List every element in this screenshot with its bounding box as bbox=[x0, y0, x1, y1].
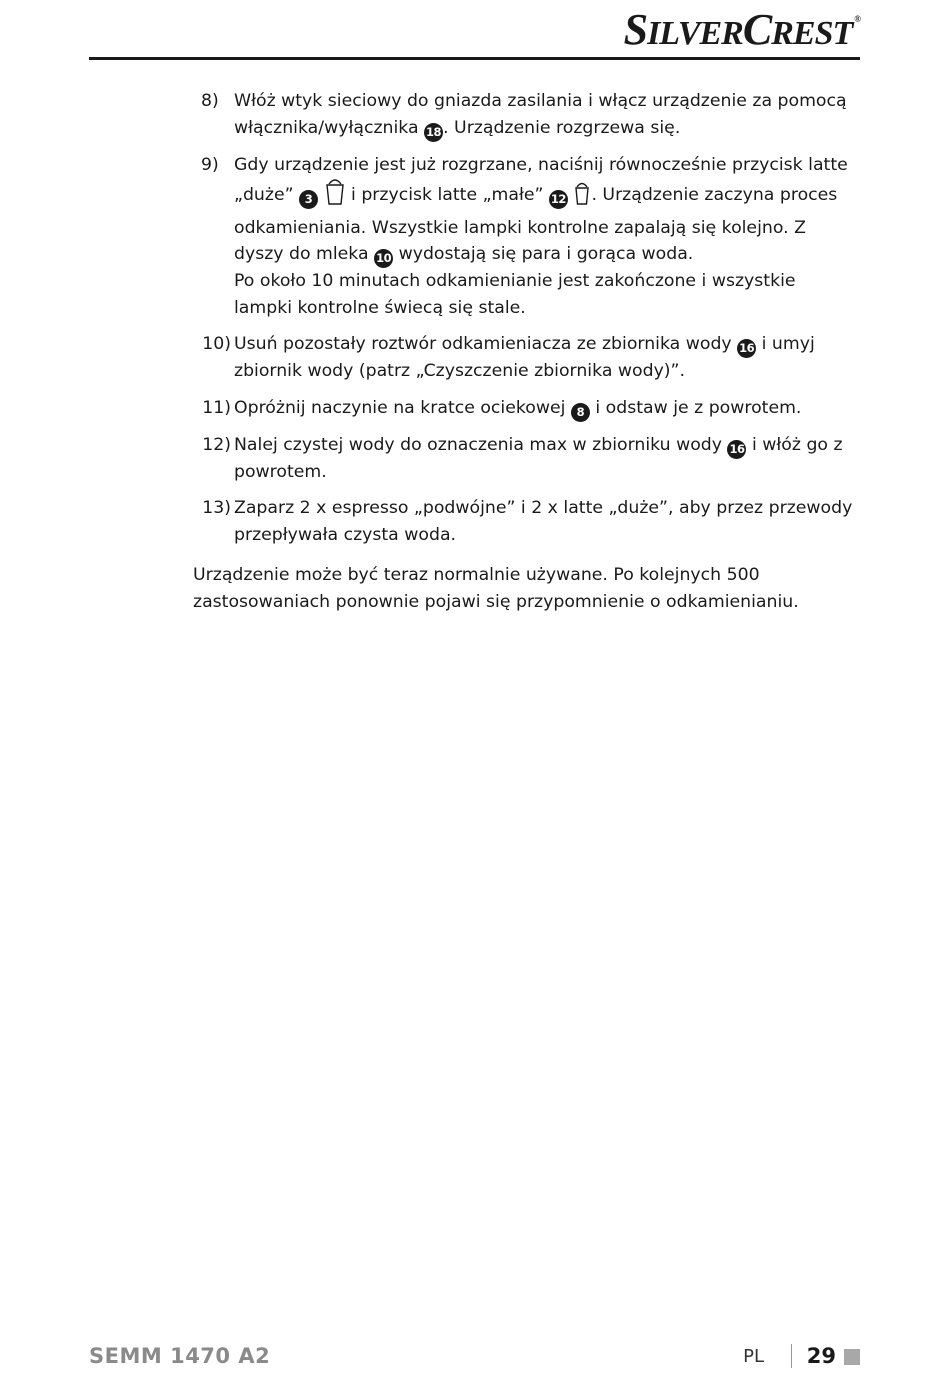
step-9: 9) Gdy urządzenie jest już rozgrzane, naciśnij równocześnie przycisk latte „duże” 3 i przycisk latte „małe” 12 . Urządzenie zaczyna proces odkamieniania. Wszystkie lampki kontrolne zapalają się kolejno. Z dyszy do mleka 10 wydostają się para i gorąca woda. Po około 10 minutach odkamienianie jest zakończone i wszystkie lampki kontrolne świecą się stale. bbox=[193, 152, 855, 322]
header-rule bbox=[89, 57, 860, 60]
step-number: 8) bbox=[201, 91, 219, 111]
instructions-content bbox=[193, 88, 855, 615]
step-12: 12) Nalej czystej wody do oznaczenia max w zbiorniku wody 16 i włóż go z powrotem. bbox=[193, 432, 855, 486]
language-code: PL bbox=[743, 1346, 764, 1367]
step-number: 9) bbox=[201, 154, 219, 175]
step-number: 12) bbox=[202, 434, 231, 455]
model-number: SEMM 1470 A2 bbox=[89, 1344, 271, 1368]
step-13: 13) Zaparz 2 x espresso „podwójne” i 2 x latte „duże”, aby przez przewody przepływała czysta woda. bbox=[193, 495, 855, 548]
step-number: 10) bbox=[202, 334, 231, 354]
closing-paragraph: Urządzenie może być teraz normalnie używane. Po kolejnych 500 zastosowaniach ponownie pojawi się przypomnienie o odkamienianiu. bbox=[193, 565, 799, 612]
part-number-badge: 12 bbox=[549, 190, 568, 209]
part-number-badge: 3 bbox=[299, 190, 318, 209]
step-number: 11) bbox=[202, 397, 231, 418]
page-footer bbox=[89, 1344, 860, 1378]
page-number: 29 bbox=[806, 1344, 836, 1368]
part-number-badge: 18 bbox=[424, 123, 443, 142]
square-marker-icon bbox=[844, 1349, 860, 1365]
large-cup-icon bbox=[324, 178, 346, 215]
part-number-badge: 8 bbox=[571, 403, 590, 422]
part-number-badge: 10 bbox=[374, 249, 393, 268]
part-number-badge: 16 bbox=[727, 440, 746, 459]
step-number: 13) bbox=[202, 498, 231, 518]
step-11: 11) Opróżnij naczynie na kratce ociekowej 8 i odstaw je z powrotem. bbox=[193, 395, 855, 422]
small-cup-icon bbox=[573, 180, 591, 215]
step-10: 10) Usuń pozostały roztwór odkamieniacza ze zbiornika wody 16 i umyj zbiornik wody (patrz „Czyszczenie zbiornika wody)”. bbox=[193, 331, 855, 385]
step-8: 8) Włóż wtyk sieciowy do gniazda zasilania i włącz urządzenie za pomocą włącznika/wyłącznika 18 . Urządzenie rozgrzewa się. bbox=[193, 88, 855, 142]
brand-logo: SILVERCREST ® bbox=[623, 5, 860, 54]
footer-divider bbox=[791, 1344, 792, 1368]
part-number-badge: 16 bbox=[737, 339, 756, 358]
